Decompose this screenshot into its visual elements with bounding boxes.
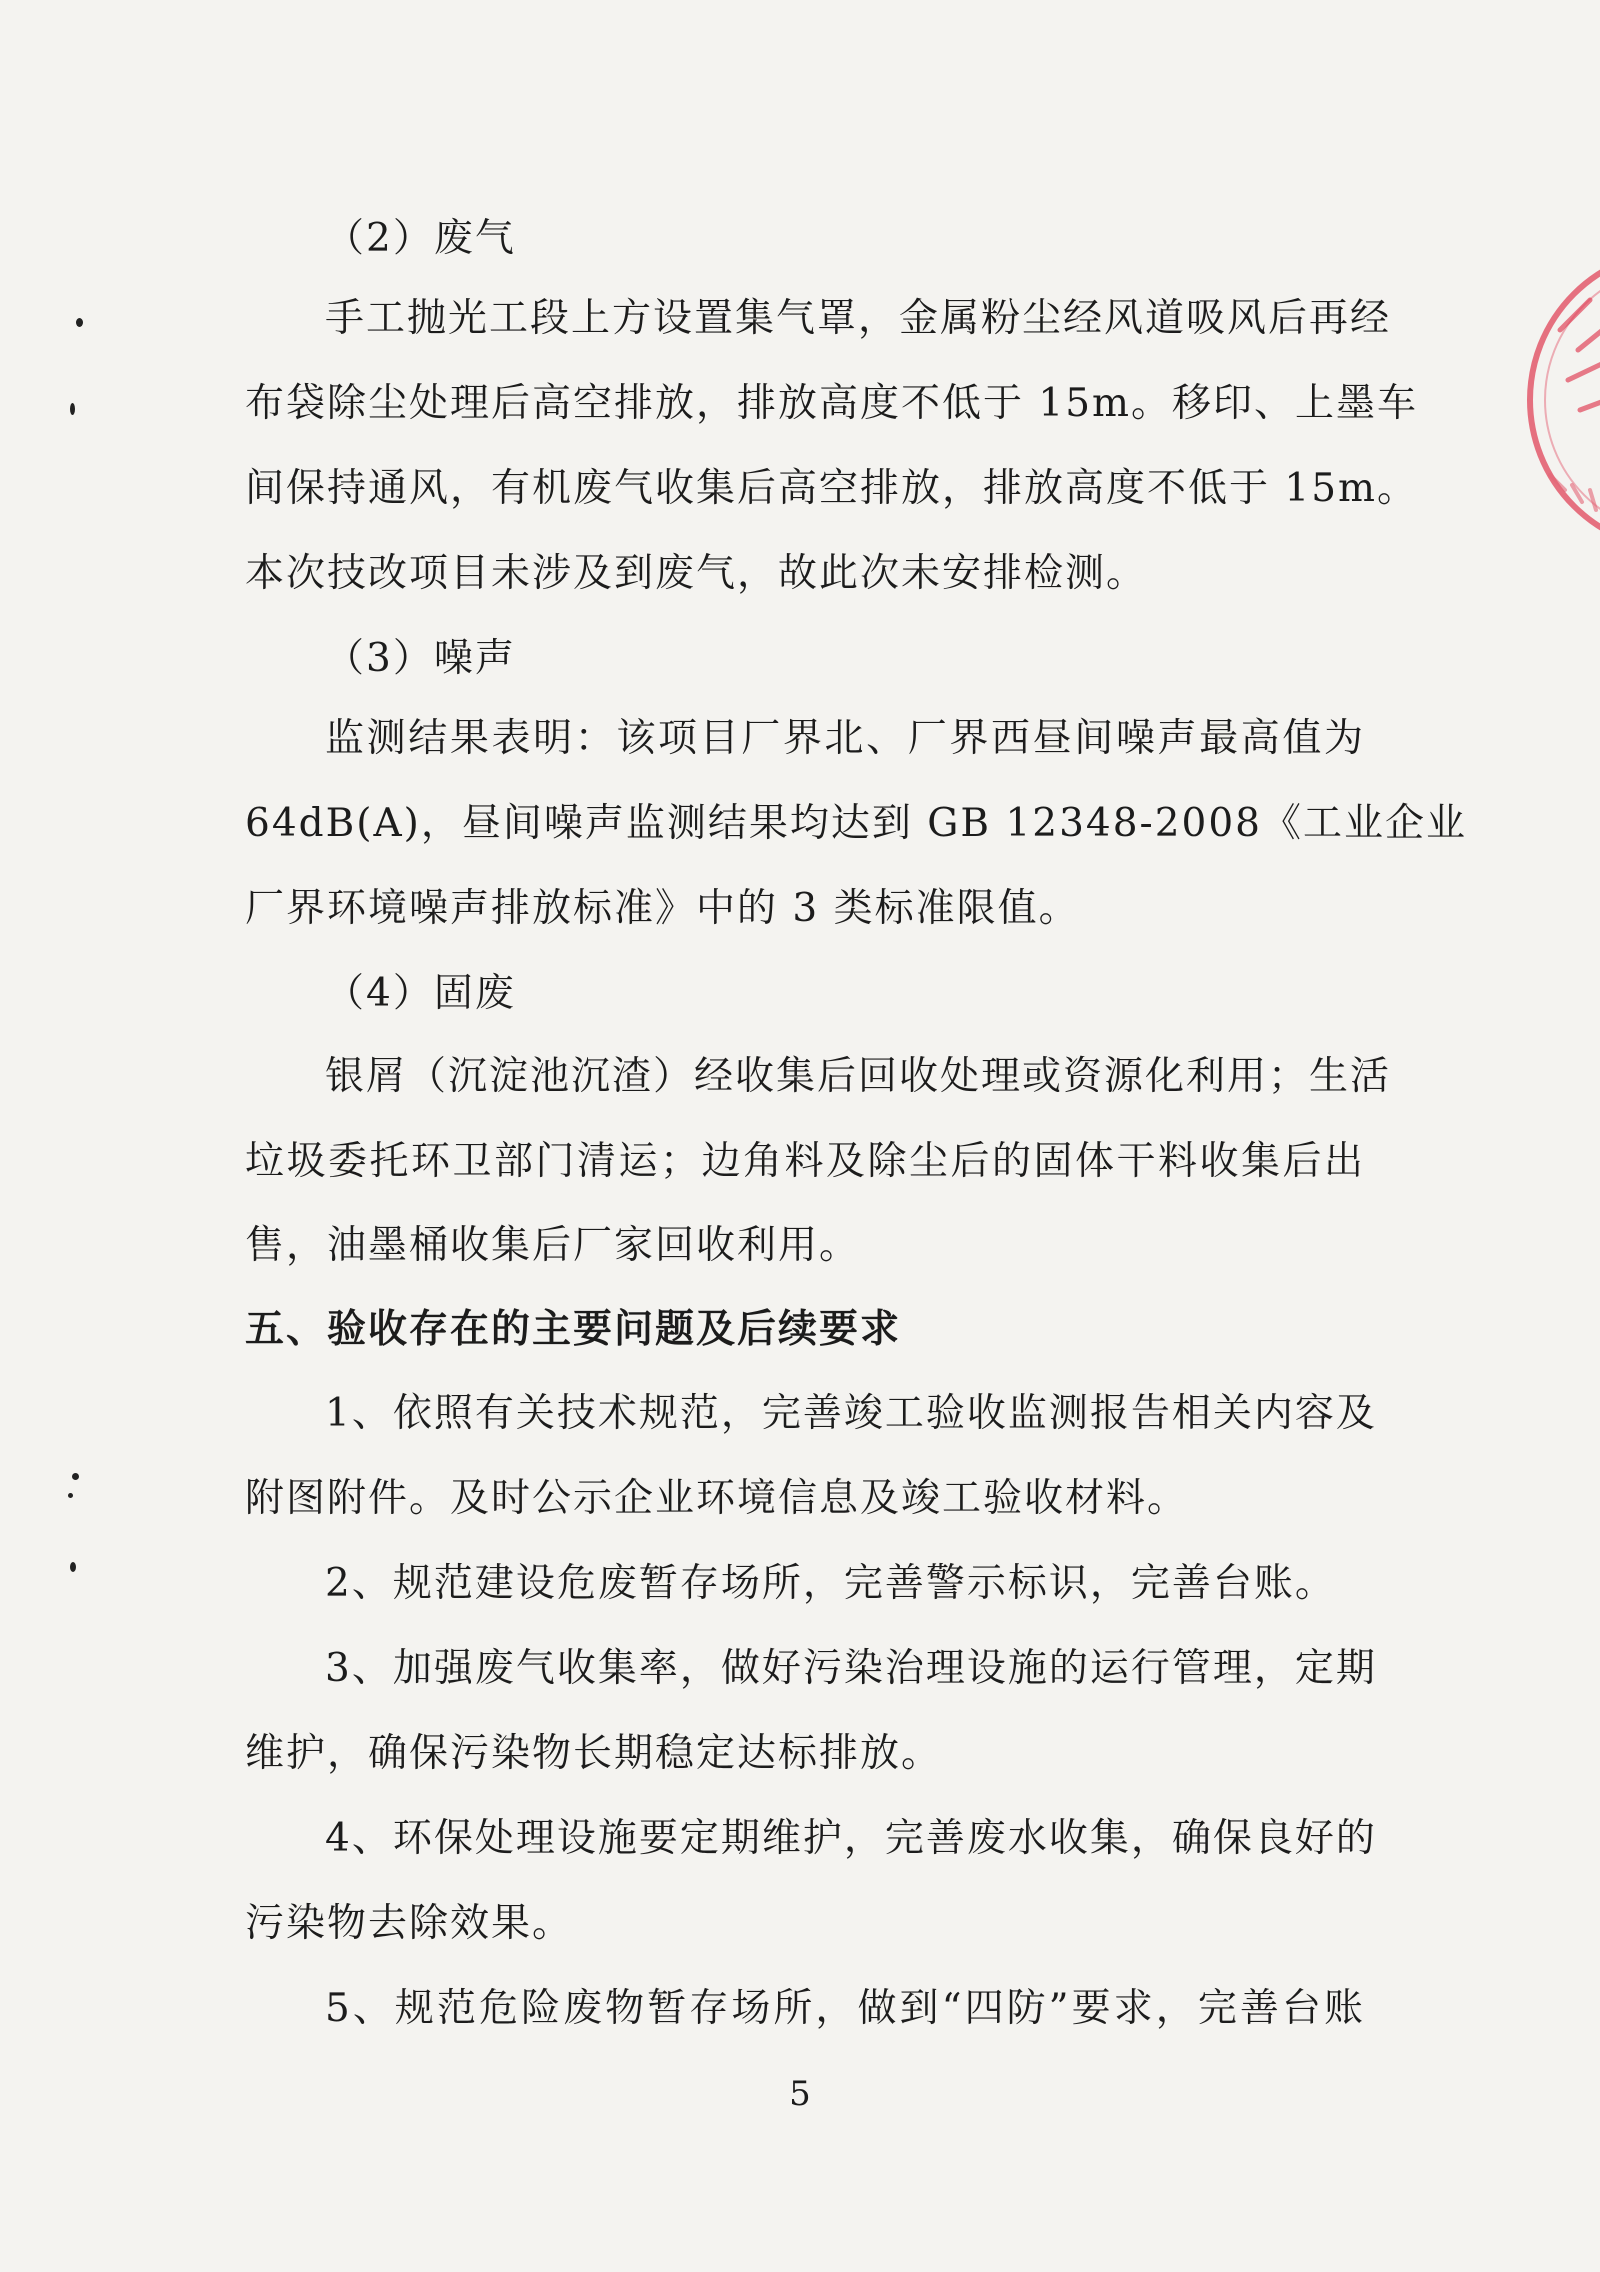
paragraph-line: 监测结果表明：该项目厂界北、厂界西昼间噪声最高值为 — [325, 716, 1365, 761]
scan-speck — [70, 403, 75, 415]
paragraph-line: 2、规范建设危废暂存场所，完善警示标识，完善台账。 — [325, 1561, 1336, 1606]
paragraph-line: 4、环保处理设施要定期维护，完善废水收集，确保良好的 — [325, 1816, 1377, 1861]
scan-speck — [70, 1562, 76, 1572]
scan-speck — [72, 1473, 79, 1480]
section-heading-noise: （3）噪声 — [325, 636, 516, 681]
seal-stamp-icon — [1520, 240, 1600, 560]
paragraph-line: 64dB(A)，昼间噪声监测结果均达到 GB 12348-2008《工业企业 — [245, 801, 1467, 846]
scan-speck — [68, 1493, 73, 1498]
paragraph-line: 5、规范危险废物暂存场所，做到“四防”要求，完善台账 — [325, 1986, 1365, 2031]
paragraph-line: 污染物去除效果。 — [245, 1901, 574, 1946]
paragraph-line: 1、依照有关技术规范，完善竣工验收监测报告相关内容及 — [325, 1391, 1377, 1436]
paragraph-line: 布袋除尘处理后高空排放，排放高度不低于 15m。移印、上墨车 — [245, 381, 1419, 426]
section-heading-waste-gas: （2）废气 — [325, 216, 516, 261]
paragraph-line: 银屑（沉淀池沉渣）经收集后回收处理或资源化利用；生活 — [325, 1054, 1392, 1099]
paragraph-line: 本次技改项目未涉及到废气，故此次未安排检测。 — [245, 551, 1148, 596]
paragraph-line: 间保持通风，有机废气收集后高空排放，排放高度不低于 15m。 — [245, 466, 1419, 511]
paragraph-line: 售，油墨桶收集后厂家回收利用。 — [245, 1223, 861, 1268]
section-heading-acceptance-issues: 五、验收存在的主要问题及后续要求 — [245, 1306, 902, 1352]
section-heading-solid-waste: （4）固废 — [325, 971, 516, 1016]
paragraph-line: 厂界环境噪声排放标准》中的 3 类标准限值。 — [245, 886, 1080, 931]
paragraph-line: 维护，确保污染物长期稳定达标排放。 — [245, 1731, 943, 1776]
paragraph-line: 手工抛光工段上方设置集气罩，金属粉尘经风道吸风后再经 — [325, 296, 1392, 341]
page-number: 5 — [789, 2074, 811, 2114]
paragraph-line: 3、加强废气收集率，做好污染治理设施的运行管理，定期 — [325, 1646, 1377, 1691]
paragraph-line: 附图附件。及时公示企业环境信息及竣工验收材料。 — [245, 1476, 1189, 1521]
scan-speck — [76, 318, 83, 327]
paragraph-line: 垃圾委托环卫部门清运；边角料及除尘后的固体干料收集后出 — [245, 1139, 1365, 1184]
